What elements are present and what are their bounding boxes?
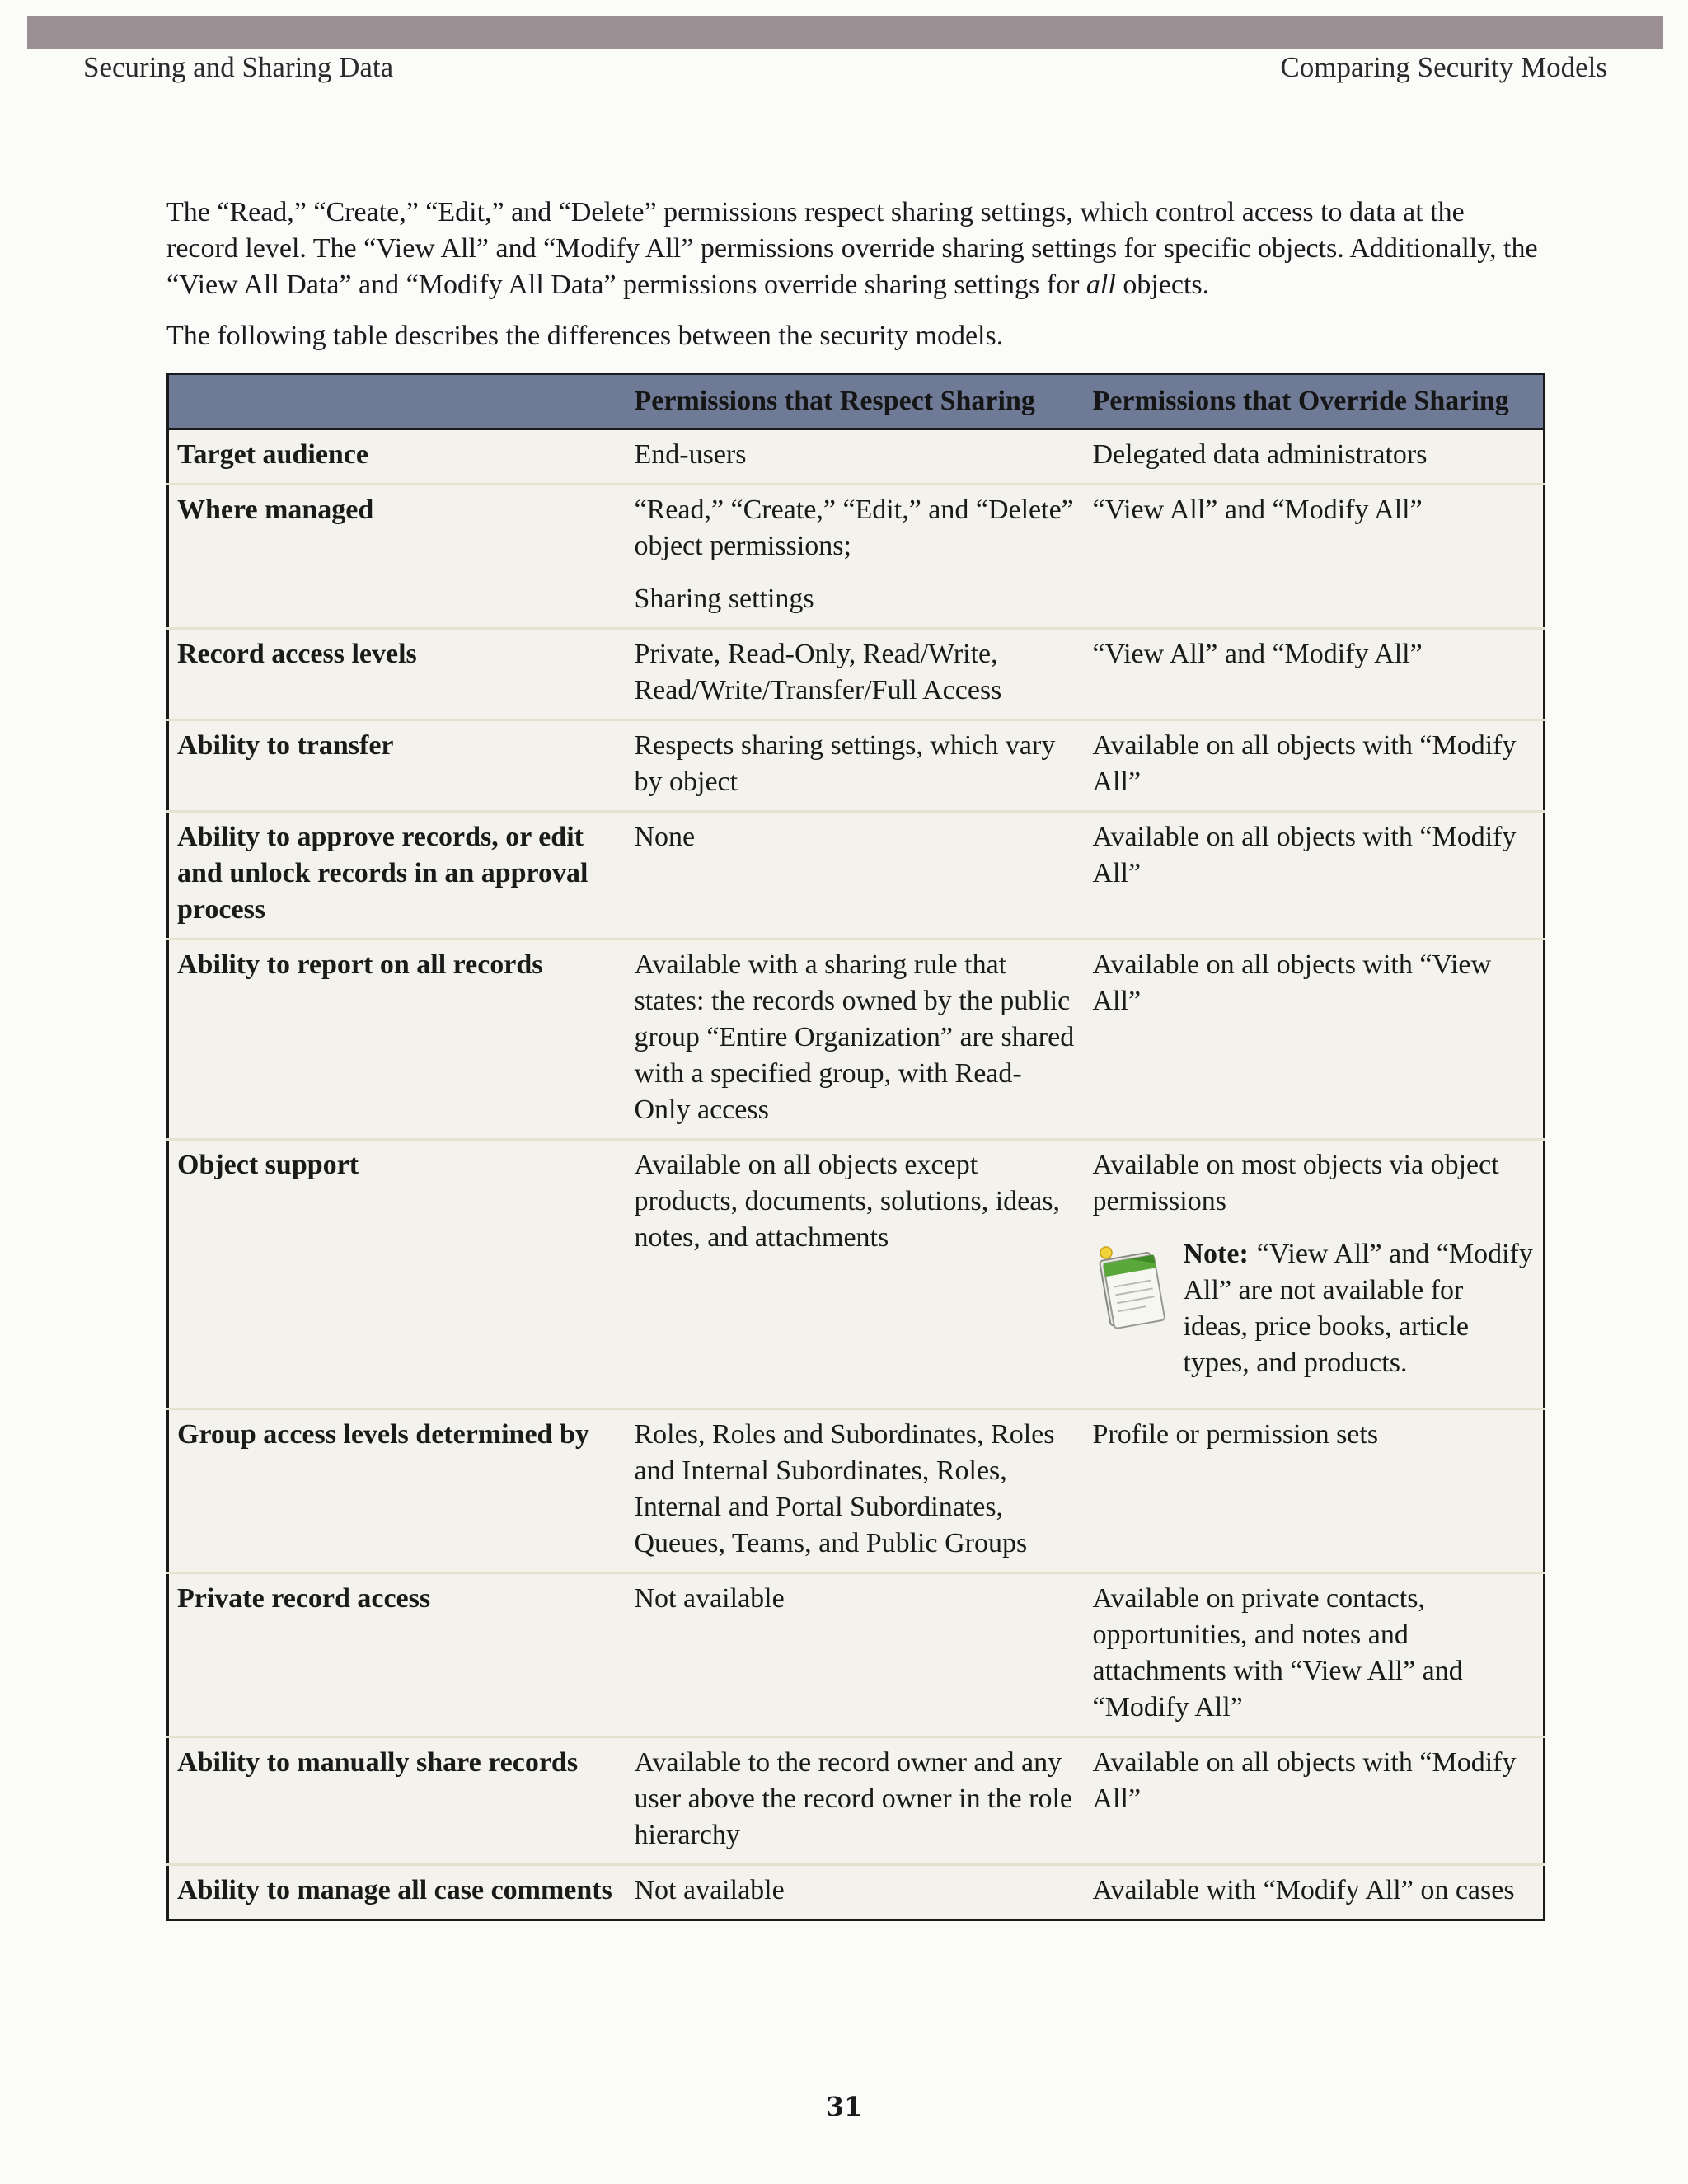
- row-label: Ability to approve records, or edit and unlock records in an approval process: [168, 812, 626, 940]
- cell-respect: [626, 720, 1085, 812]
- table-row: [168, 1737, 1545, 1865]
- cell-override: [1085, 940, 1545, 1140]
- cell-override: [1085, 629, 1545, 720]
- column-header-empty: [168, 374, 626, 429]
- intro-paragraph: [166, 194, 1543, 303]
- table-row: [168, 1865, 1545, 1920]
- row-label: Target audience: [168, 429, 626, 485]
- cell-text: Delegated data administrators: [1092, 439, 1428, 470]
- cell-override: [1085, 720, 1545, 812]
- cell-text: Respects sharing settings, which vary by object: [634, 730, 1056, 797]
- table-row: [168, 1140, 1545, 1409]
- table-row: [168, 485, 1545, 629]
- cell-text: Available with “Modify All” on cases: [1092, 1875, 1515, 1905]
- table-row: [168, 629, 1545, 720]
- note-pad-icon: [1093, 1241, 1169, 1333]
- table-lead-paragraph: The following table describes the differences between the security models.: [166, 321, 1004, 351]
- cell-override: [1085, 1140, 1545, 1409]
- cell-text: Available with a sharing rule that states: the records owned by the public group “Entire Organization” are shared with a specified group, with Read-Only access: [634, 949, 1075, 1125]
- cell-text: “View All” and “Modify All”: [1092, 494, 1423, 525]
- table-row: [168, 429, 1545, 485]
- cell-text: Available on all objects with “Modify All”: [1092, 822, 1517, 888]
- cell-text: End-users: [634, 439, 747, 470]
- cell-override: [1085, 1737, 1545, 1865]
- cell-text: Available on private contacts, opportunities, and notes and attachments with “View All” and “Modify All”: [1092, 1583, 1463, 1722]
- cell-text: Private, Read-Only, Read/Write, Read/Write/Transfer/Full Access: [634, 639, 1002, 705]
- running-head-left: Securing and Sharing Data: [83, 51, 394, 83]
- row-label: Private record access: [168, 1573, 626, 1737]
- page-number: 31: [825, 2091, 863, 2122]
- cell-text: “View All” and “Modify All”: [1092, 639, 1423, 669]
- cell-text: Sharing settings: [634, 583, 814, 614]
- row-label: Ability to manually share records: [168, 1737, 626, 1865]
- cell-text: Not available: [634, 1583, 785, 1614]
- table-header-row: [168, 374, 1545, 429]
- cell-respect: [626, 1865, 1085, 1920]
- cell-text: None: [634, 822, 696, 852]
- intro-emphasis: all: [1085, 269, 1116, 300]
- cell-text: Profile or permission sets: [1092, 1419, 1379, 1450]
- cell-respect: [626, 485, 1085, 629]
- cell-text: Available on all objects with “Modify All”: [1092, 730, 1517, 797]
- page-content: [166, 194, 1543, 1921]
- row-label: Record access levels: [168, 629, 626, 720]
- table-row: [168, 1409, 1545, 1573]
- cell-respect: [626, 812, 1085, 940]
- cell-respect: [626, 940, 1085, 1140]
- cell-respect: [626, 1573, 1085, 1737]
- cell-respect: [626, 429, 1085, 485]
- cell-respect: [626, 1737, 1085, 1865]
- note-text: [1184, 1236, 1536, 1381]
- row-label: Group access levels determined by: [168, 1409, 626, 1573]
- cell-text: Available on all objects except products, documents, solutions, ideas, notes, and attachments: [634, 1150, 1061, 1253]
- running-head-right: Comparing Security Models: [1280, 51, 1607, 83]
- cell-override: [1085, 1865, 1545, 1920]
- cell-respect: [626, 1409, 1085, 1573]
- intro-text-a: The “Read,” “Create,” “Edit,” and “Delete” permissions respect sharing settings, which control access to data at the record level. The “View All” and “Modify All” permissions override sharing settings for specific objects. Additionally, the “View All Data” and “Modify All Data” permissions override sharing settings for: [166, 197, 1538, 300]
- table-row: [168, 940, 1545, 1140]
- row-label: Ability to transfer: [168, 720, 626, 812]
- table-row: [168, 720, 1545, 812]
- cell-override: [1085, 1409, 1545, 1573]
- row-label: Ability to manage all case comments: [168, 1865, 626, 1920]
- security-models-table: [166, 373, 1545, 1921]
- cell-text: Roles, Roles and Subordinates, Roles and Internal Subordinates, Roles, Internal and Portal Subordinates, Queues, Teams, and Public Groups: [634, 1419, 1055, 1558]
- column-header-respect: Permissions that Respect Sharing: [626, 374, 1085, 429]
- cell-override: [1085, 429, 1545, 485]
- cell-override: [1085, 1573, 1545, 1737]
- header-bar: [27, 16, 1663, 49]
- cell-text: Not available: [634, 1875, 785, 1905]
- cell-override: [1085, 485, 1545, 629]
- cell-override: [1085, 812, 1545, 940]
- intro-text-b: objects.: [1115, 269, 1210, 300]
- row-label: Ability to report on all records: [168, 940, 626, 1140]
- table-row: [168, 812, 1545, 940]
- cell-text: “Read,” “Create,” “Edit,” and “Delete” object permissions;: [634, 494, 1074, 561]
- note-callout: [1093, 1236, 1536, 1398]
- column-header-override: Permissions that Override Sharing: [1085, 374, 1545, 429]
- cell-respect: [626, 629, 1085, 720]
- cell-text: Available on all objects with “Modify All”: [1092, 1747, 1517, 1814]
- row-label: Where managed: [168, 485, 626, 629]
- row-label: Object support: [168, 1140, 626, 1409]
- cell-text: Available to the record owner and any user above the record owner in the role hierarchy: [634, 1747, 1072, 1850]
- cell-text: Available on all objects with “View All”: [1092, 949, 1492, 1016]
- table-body: [168, 429, 1545, 1920]
- note-label: Note:: [1183, 1239, 1249, 1269]
- cell-respect: [626, 1140, 1085, 1409]
- cell-text: Available on most objects via object permissions: [1092, 1150, 1499, 1216]
- table-row: [168, 1573, 1545, 1737]
- note-body: “View All” and “Modify All” are not available for ideas, price books, article types, and products.: [1183, 1239, 1533, 1378]
